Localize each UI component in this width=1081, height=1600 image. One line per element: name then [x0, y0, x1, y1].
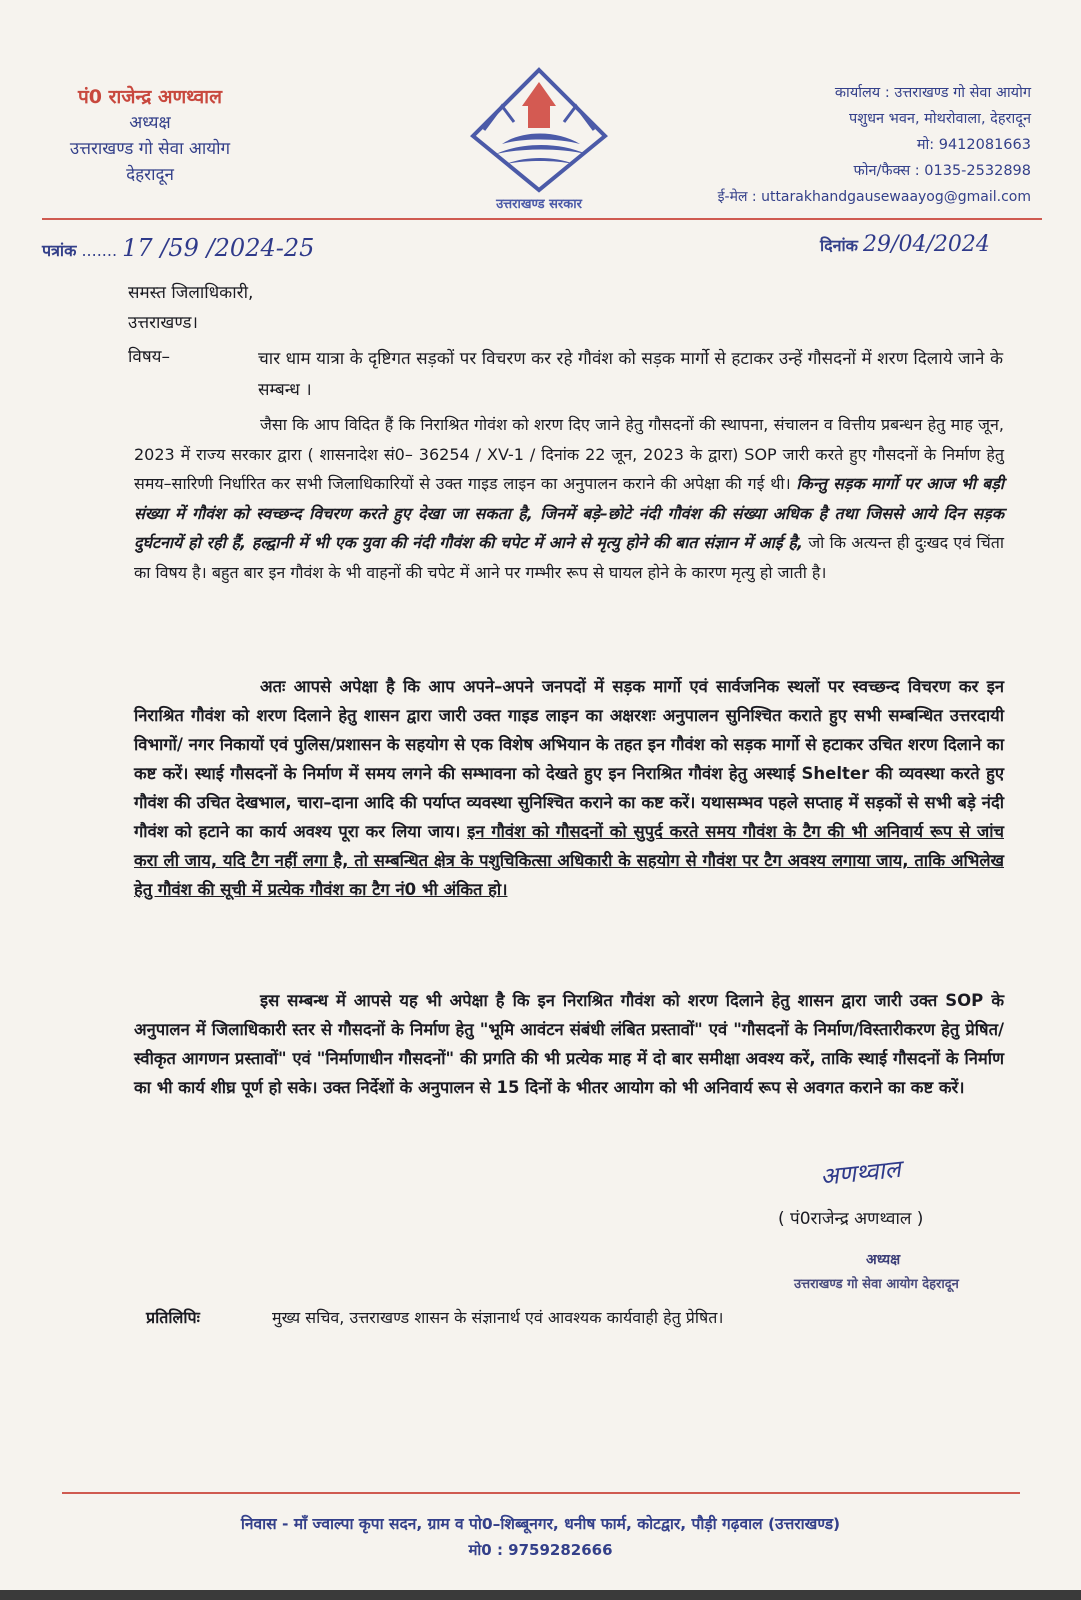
subject-text: चार धाम यात्रा के दृष्टिगत सड़कों पर विचरण कर रहे गौवंश को सड़क मार्गो से हटाकर उन्हें गौसदनों में शरण दिलाये जाने के सम्बन्ध । — [258, 349, 1003, 400]
sender-org: उत्तराखण्ड गो सेवा आयोग — [69, 139, 231, 159]
emblem-caption: उत्तराखण्ड सरकार — [496, 197, 582, 212]
stamp-org: उत्तराखण्ड गो सेवा आयोग देहरादून — [794, 1277, 959, 1292]
reference-line: पत्रांक ....... 17 /59 /2024-25 — [42, 234, 315, 262]
copy-to-text: मुख्य सचिव, उत्तराखण्ड शासन के संज्ञानार्थ एवं आवश्यक कार्यवाही हेतु प्रेषित। — [272, 1308, 724, 1327]
footer-divider — [62, 1492, 1020, 1494]
sender-title: अध्यक्ष — [129, 113, 171, 133]
p1-plain: जैसा कि आप विदित हैं कि निराश्रित गोवंश को शरण दिए जाने हेतु गौसदनों की स्थापना, संचालन व वित्तीय प्रबन्धन हेतु माह जून, 2023 में राज्य सरकार द्वारा ( शासनादेश सं0– 36254 / XV-1 / दिनांक 22 जून, 2023 के द्वारा) SOP जारी करते हुए गौसदनों के निर्माण हेतु समय–सारिणी निर्धारित कर सभी जिलाधिकारियों से उक्त गाइड लाइन का अनुपालन कराने की अपेक्षा की गई थी। — [134, 415, 1004, 493]
footer-mobile: मो0 : 9759282666 — [468, 1541, 613, 1559]
office-phone-fax: फोन/फैक्स : 0135-2532898 — [853, 163, 1031, 179]
emblem-logo-icon — [462, 62, 616, 212]
addressee — [128, 278, 253, 338]
office-email: ई-मेल : uttarakhandgausewaayog@gmail.com — [717, 189, 1031, 205]
header-divider — [42, 218, 1042, 220]
addressee-line2: उत्तराखण्ड। — [128, 313, 198, 333]
reference-label: पत्रांक — [42, 241, 77, 260]
reference-number: 17 /59 /2024-25 — [122, 234, 315, 262]
p1-emphasis: किन्तु सड़क मार्गो पर आज भी बड़ी संख्या में गौवंश को स्वच्छन्द विचरण करते हुए देखा जा सकता है, जिनमें बड़े–छोटे नंदी गौवंश की संख्या अधिक है तथा जिससे आये दिन सड़क दुर्घटनायें हो रही हैं, हल्द्वानी में भी एक युवा की नंदी गौवंश की चपेट में आने से मृत्यु होने की बात संज्ञान में आई है, — [134, 474, 1004, 552]
body-paragraph-3 — [134, 986, 1004, 1102]
body-paragraph-2 — [134, 672, 1004, 904]
p2-plain: अतः आपसे अपेक्षा है कि आप अपने–अपने जनपदों में सड़क मार्गो एवं सार्वजनिक स्थलों पर स्वच्छन्द विचरण कर इन निराश्रित गौवंश को शरण दिलाने हेतु शासन द्वारा जारी उक्त गाइड लाइन का अक्षरशः अनुपालन सुनिश्चित कराते हुए सभी सम्बन्धित उत्तरदायी विभागों/ नगर निकायों एवं पुलिस/प्रशासन के सहयोग से एक विशेष अभियान के तहत इन गौवंश को सड़क मार्गो से हटाकर उचित शरण दिलाने का कष्ट करें। स्थाई गौसदनों के निर्माण में समय लगने की सम्भावना को देखते हुए इन निराश्रित गौवंश हेतु अस्थाई Shelter की व्यवस्था करते हुए गौवंश की उचित देखभाल, चारा–दाना आदि की पर्याप्त व्यवस्था सुनिश्चित कराने का कष्ट करें। यथासम्भव पहले सप्ताह में सड़कों से सभी बड़े नंदी गौवंश को हटाने का कार्य अवश्य पूरा कर लिया जाय। — [134, 677, 1004, 841]
p1-tail: जो कि अत्यन्त ही दुःखद एवं चिंता का विषय है। बहुत बार इन गौवंश के भी वाहनों की चपेट में आने पर गम्भीर रूप से घायल होने के कारण मृत्यु हो जाती है। — [134, 533, 1004, 582]
date-label: दिनांक — [820, 236, 858, 255]
sender-name: पं0 राजेन्द्र अणथ्वाल — [78, 86, 222, 108]
photo-bottom-edge — [0, 1590, 1081, 1600]
office-block — [701, 80, 1031, 210]
date-line — [820, 232, 990, 257]
office-line2: पशुधन भवन, मोथरोवाला, देहरादून — [848, 111, 1031, 127]
sender-block — [40, 84, 260, 188]
stamp-role: अध्यक्ष — [866, 1252, 901, 1268]
office-line1: कार्यालय : उत्तराखण्ड गो सेवा आयोग — [834, 85, 1031, 101]
subject-label: विषय– — [128, 347, 171, 367]
signatory-name: ( पं0राजेन्द्र अणथ्वाल ) — [778, 1209, 924, 1229]
sender-city: देहरादून — [126, 165, 174, 185]
body-paragraph-1 — [134, 410, 1004, 587]
office-mobile: मो: 9412081663 — [916, 137, 1031, 153]
uttarakhand-emblem — [462, 62, 616, 212]
footer-residence: निवास - माँ ज्वाल्पा कृपा सदन, ग्राम व पो0–शिब्बूनगर, धनीष फार्म, कोटद्वार, पौड़ी गढ़वाल (उत्तराखण्ड) — [240, 1515, 841, 1533]
copy-to-label: प्रतिलिपिः — [146, 1308, 200, 1327]
p2-underlined: इन गौवंश को गौसदनों को सुपुर्द करते समय गौवंश के टैग की भी अनिवार्य रूप से जांच करा ली जाय, यदि टैग नहीं लगा है, तो सम्बन्धित क्षेत्र के पशुचिकित्सा अधिकारी के सहयोग से गौवंश पर टैग अवश्य लगाया जाय, ताकि अभिलेख हेतु गौवंश की सूची में प्रत्येक गौवंश का टैग नं0 भी अंकित हो। — [134, 822, 1004, 899]
handwritten-signature: अणथ्वाल — [818, 1154, 903, 1192]
date-value: 29/04/2024 — [863, 232, 990, 257]
p3-text: इस सम्बन्ध में आपसे यह भी अपेक्षा है कि इन निराश्रित गौवंश को शरण दिलाने हेतु शासन द्वारा जारी उक्त SOP के अनुपालन में जिलाधिकारी स्तर से गौसदनों के निर्माण हेतु "भूमि आवंटन संबंधी लंबित प्रस्तावों" एवं "गौसदनों के निर्माण/विस्तारीकरण हेतु प्रेषित/स्वीकृत आगणन प्रस्तावों" एवं "निर्माणाधीन गौसदनों" की प्रगति की भी प्रत्येक माह में दो बार समीक्षा अवश्य करें, ताकि स्थाई गौसदनों के निर्माण का भी कार्य शीघ्र पूर्ण हो सके। उक्त निर्देशों के अनुपालन से 15 दिनों के भीतर आयोग को भी अनिवार्य रूप से अवगत कराने का कष्ट करें। — [134, 991, 1004, 1097]
addressee-line1: समस्त जिलाधिकारी, — [128, 283, 254, 303]
